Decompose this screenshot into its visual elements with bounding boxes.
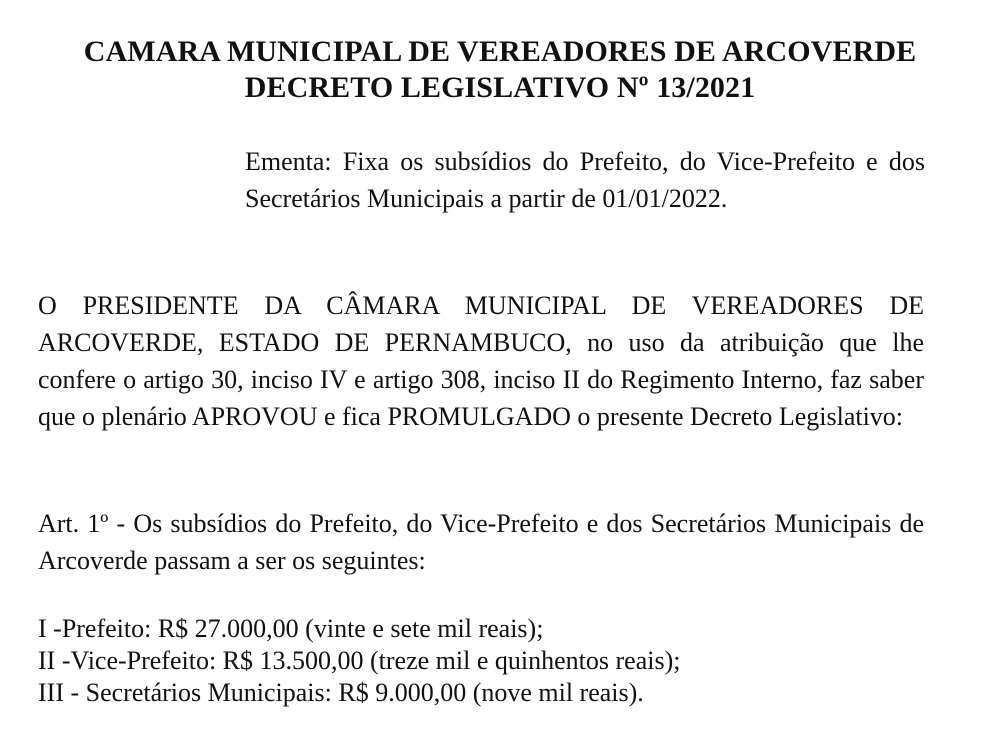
incisos-list [38, 613, 938, 709]
decree-number: DECRETO LEGISLATIVO Nº 13/2021 [244, 71, 756, 104]
document-header [0, 34, 1000, 106]
header-title: CAMARA MUNICIPAL DE VEREADORES DE ARCOVERDE [83, 35, 917, 68]
inciso-item-vice-prefeito: II -Vice-Prefeito: R$ 13.500,00 (treze mil e quinhentos reais); [38, 646, 681, 675]
inciso-item-secretarios: III - Secretários Municipais: R$ 9.000,00 (nove mil reais). [38, 678, 644, 707]
article-1-paragraph: Art. 1º - Os subsídios do Prefeito, do Vice-Prefeito e dos Secretários Municipais de Arcoverde passam a ser os seguintes: [38, 509, 924, 575]
inciso-item-prefeito: I -Prefeito: R$ 27.000,00 (vinte e sete mil reais); [38, 614, 544, 643]
ementa-paragraph: Ementa: Fixa os subsídios do Prefeito, do Vice-Prefeito e dos Secretários Municipais a partir de 01/01/2022. [245, 147, 925, 213]
preamble-paragraph: O PRESIDENTE DA CÂMARA MUNICIPAL DE VEREADORES DE ARCOVERDE, ESTADO DE PERNAMBUCO, no uso da atribuição que lhe confere o artigo 30, inciso IV e artigo 308, inciso II do Regimento Interno, faz saber que o plenário APROVOU e fica PROMULGADO o presente Decreto Legislativo: [38, 291, 924, 431]
